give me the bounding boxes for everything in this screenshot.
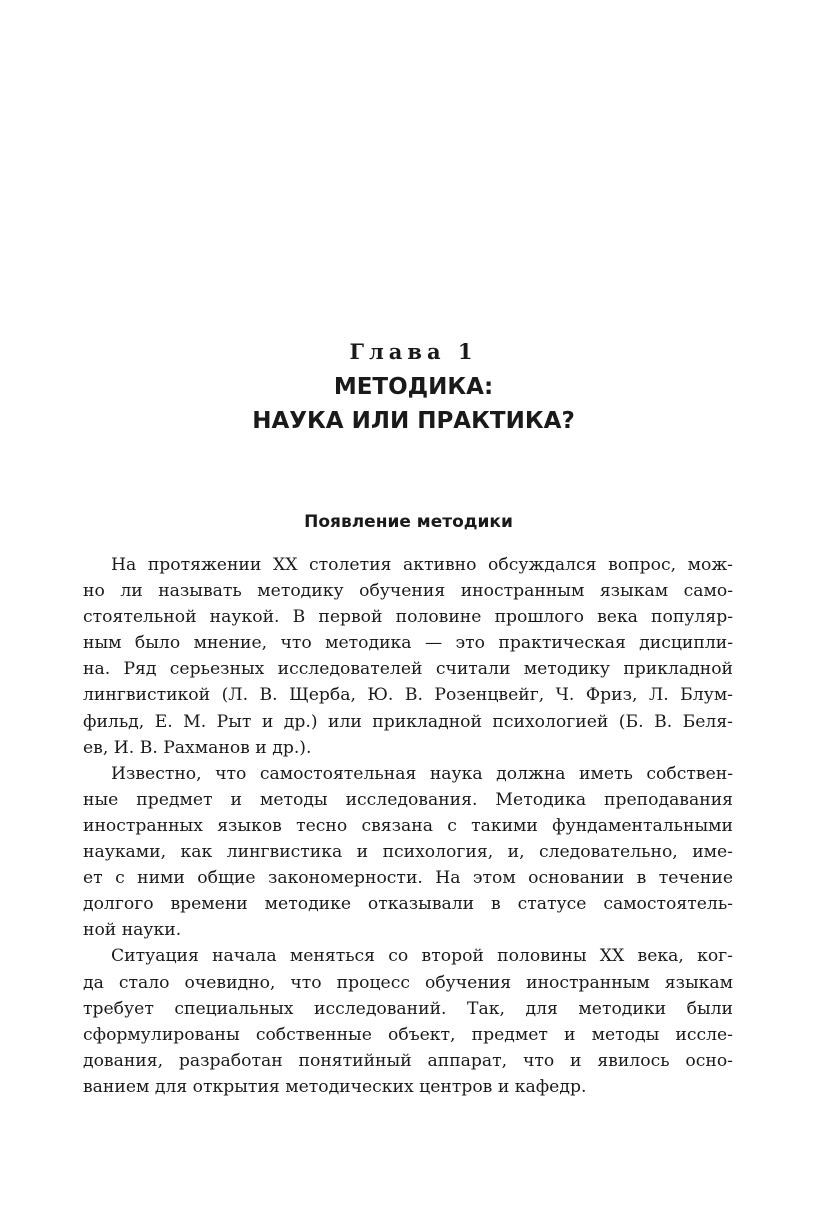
section-heading: Появление методики [304,512,513,532]
text-line: но ли называть методику обучения иностранным языкам само- [83,581,733,602]
text-line: долгого времени методике отказывали в статусе самостоятель- [83,894,733,915]
text-line: ет с ними общие закономерности. На этом основании в течение [83,868,733,889]
text-line: ной науки. [83,920,182,941]
body-text [83,552,733,1100]
chapter-title [0,370,827,438]
text-line: Ситуация начала меняться со второй половины XX века, ког- [111,946,733,967]
text-line: На протяжении XX столетия активно обсуждался вопрос, мож- [111,555,733,575]
text-line: да стало очевидно, что процесс обучения иностранным языкам [83,972,733,993]
text-line: иностранных языков тесно связана с такими фундаментальными [83,815,733,836]
text-line: стоятельной наукой. В первой половине прошлого века популяр- [83,607,733,628]
chapter-title-line: МЕТОДИКА: [333,374,494,400]
text-line: лингвистикой (Л. В. Щерба, Ю. В. Розенцвейг, Ч. Фриз, Л. Блум- [83,685,733,706]
chapter-title-line: НАУКА ИЛИ ПРАКТИКА? [252,408,575,434]
text-line: фильд, Е. М. Рыт и др.) или прикладной психологией (Б. В. Беля- [83,711,733,732]
text-line: ные предмет и методы исследования. Методика преподавания [83,789,733,810]
text-line: ванием для открытия методических центров и кафедр. [83,1076,587,1097]
text-line: на. Ряд серьезных исследователей считали методику прикладной [83,659,733,680]
text-line: требует специальных исследований. Так, для методики были [83,998,733,1019]
text-line: ным было мнение, что методика — это практическая дисципли- [83,633,733,654]
text-line: науками, как лингвистика и психология, и, следовательно, име- [83,842,733,863]
text-line: ев, И. В. Рахманов и др.). [83,737,312,758]
text-line: Известно, что самостоятельная наука должна иметь собствен- [111,763,733,784]
chapter-label: Глава 1 [349,339,478,364]
text-line: дования, разработан понятийный аппарат, что и явилось осно- [83,1050,733,1071]
text-line: сформулированы собственные объект, предмет и методы иссле- [83,1024,733,1045]
